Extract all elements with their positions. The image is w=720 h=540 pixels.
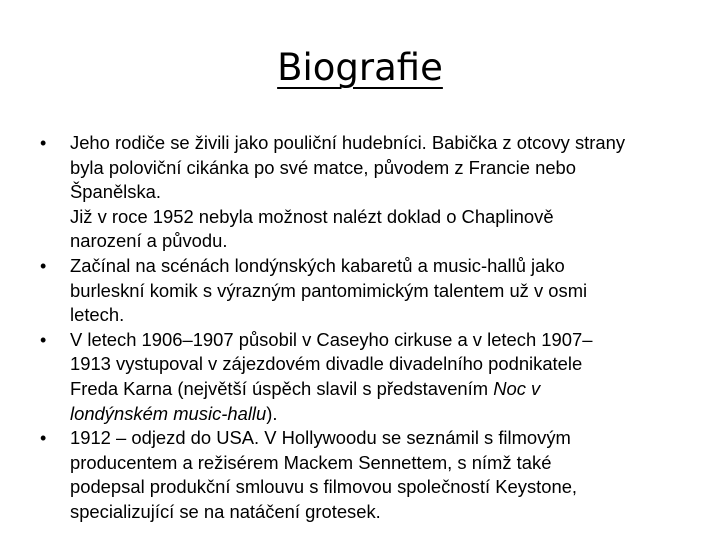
bullet-item-2 — [40, 254, 690, 328]
bullet-list — [40, 131, 690, 525]
bullet-4-line-4: specializující se na natáčení grotesek. — [70, 500, 381, 522]
bullet-1-line-4: Již v roce 1952 nebyla možnost nalézt doklad o Chaplinově — [70, 205, 554, 227]
bullet-1-line-1: Jeho rodiče se živili jako pouliční hudebníci. Babička z otcovy strany — [70, 132, 626, 153]
bullet-1-line-2: byla poloviční cikánka po své matce, původem z Francie nebo — [70, 156, 577, 178]
bullet-3-tail: ). — [266, 402, 278, 424]
bullet-4-line-1: 1912 – odjezd do USA. V Hollywoodu se seznámil s filmovým — [70, 427, 571, 449]
bullet-1-line-5: narození a původu. — [70, 230, 228, 252]
bullet-dot-icon: • — [40, 329, 47, 350]
bullet-item-1 — [40, 131, 690, 254]
play-title-part-2: londýnském music-hallu — [70, 402, 267, 424]
bullet-2-line-1: Začínal na scénách londýnských kabaretů a music-hallů jako — [70, 254, 565, 276]
slide-title: Biografie — [277, 46, 443, 89]
play-title-part-1: Noc v — [493, 377, 541, 399]
bullet-dot-icon: • — [40, 133, 47, 153]
bullet-item-4 — [40, 426, 690, 524]
bullet-dot-icon: • — [40, 255, 47, 276]
bullet-3-line-1: V letech 1906–1907 působil v Caseyho cirkuse a v letech 1907– — [70, 328, 593, 350]
bullet-4-line-2: producentem a režisérem Mackem Sennettem, s nímž také — [70, 451, 552, 473]
bullet-4-line-3: podepsal produkční smlouvu s filmovou společností Keystone, — [70, 476, 578, 498]
bullet-dot-icon: • — [40, 428, 47, 449]
bullet-1-line-3: Španělska. — [70, 181, 161, 203]
bullet-3-line-3-text: Freda Karna (největší úspěch slavil s představením — [70, 377, 494, 399]
bullet-item-3 — [40, 328, 690, 426]
bullet-2-line-3: letech. — [70, 304, 125, 326]
bullet-3-line-4 — [70, 402, 690, 427]
bullet-3-line-3 — [70, 377, 690, 402]
bullet-3-line-2: 1913 vystupoval v zájezdovém divadle divadelního podnikatele — [70, 353, 583, 375]
bullet-2-line-2: burleskní komik s výrazným pantomimickým talentem už v osmi — [70, 279, 588, 301]
